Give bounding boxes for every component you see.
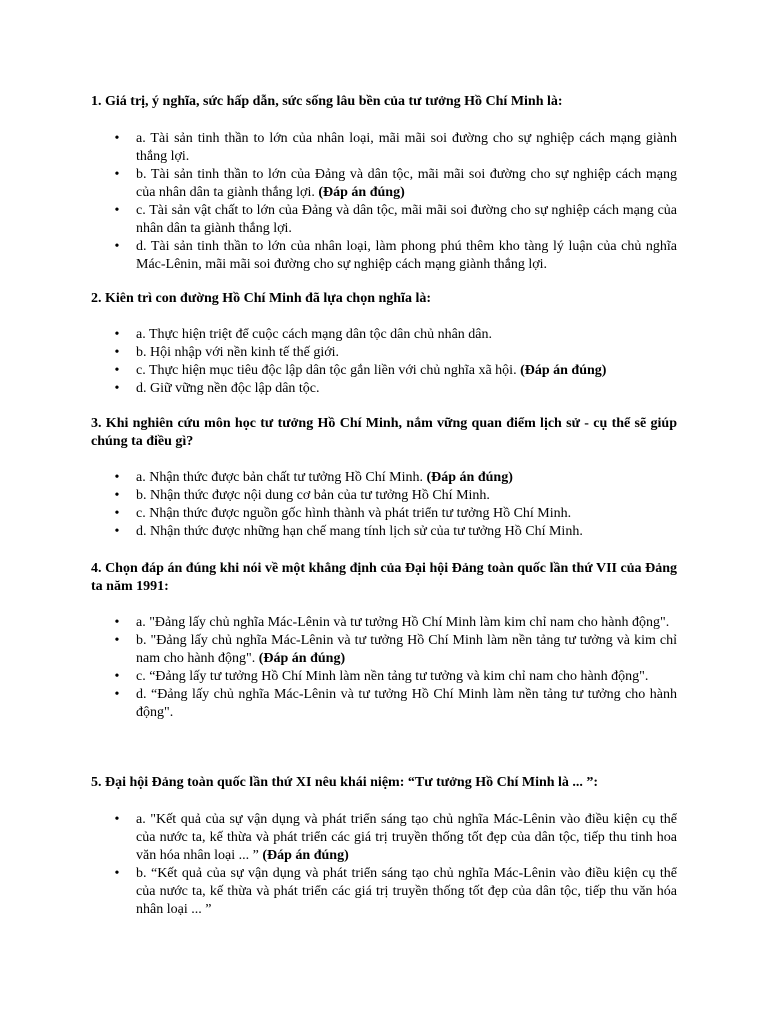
answer-item [91, 202, 677, 238]
answer-item [91, 166, 677, 202]
answer-item [91, 614, 677, 632]
answer-text: c. “Đảng lấy tư tưởng Hồ Chí Minh làm nền tảng tư tưởng và kim chỉ nam cho hành động". [136, 669, 649, 684]
question-title: 5. Đại hội Đảng toàn quốc lần thứ XI nêu khái niệm: “Tư tưởng Hồ Chí Minh là ... ”: [91, 775, 599, 790]
bullet-icon: • [114, 381, 120, 396]
answer-item [91, 505, 677, 523]
bullet-icon: • [114, 524, 120, 539]
bullet-icon: • [114, 615, 120, 630]
correct-answer-tag: (Đáp án đúng) [262, 848, 349, 863]
correct-answer-tag: (Đáp án đúng) [520, 363, 607, 378]
answer-text: a. Nhận thức được bản chất tư tưởng Hồ Chí Minh. [136, 470, 423, 485]
question-5 [91, 774, 677, 919]
answer-list [91, 469, 677, 541]
bullet-icon: • [114, 327, 120, 342]
answer-text: c. Thực hiện mục tiêu độc lập dân tộc gắn liền với chủ nghĩa xã hội. [136, 363, 517, 378]
answer-text: b. “Kết quả của sự vận dụng và phát triển sáng tạo chủ nghĩa Mác-Lênin vào điều kiện cụ thể của nước ta, kế thừa và phát triển các giá trị truyền thống tốt đẹp của dân tộc, tiếp thu văn hóa nhân loại ... ” [136, 866, 677, 917]
correct-answer-tag: (Đáp án đúng) [318, 185, 405, 200]
answer-text: c. Tài sản vật chất to lớn của Đảng và dân tộc, mãi mãi soi đường cho sự nghiệp cách mạng của nhân dân ta giành thắng lợi. [136, 203, 677, 236]
bullet-icon: • [114, 131, 120, 146]
answer-item [91, 344, 606, 362]
answer-text: c. Nhận thức được nguồn gốc hình thành và phát triển tư tưởng Hồ Chí Minh. [136, 506, 572, 521]
question-3 [91, 415, 677, 541]
answer-text: d. “Đảng lấy chủ nghĩa Mác-Lênin và tư tưởng Hồ Chí Minh làm nền tảng tư tưởng cho hành động". [136, 687, 677, 720]
answer-item [91, 632, 677, 668]
bullet-icon: • [114, 363, 120, 378]
answer-item [91, 686, 677, 722]
question-title: 4. Chọn đáp án đúng khi nói về một khẳng định của Đại hội Đảng toàn quốc lần thứ VII của Đảng ta năm 1991: [91, 561, 677, 594]
answer-item [91, 380, 606, 398]
answer-list [91, 811, 677, 919]
answer-list [91, 614, 677, 722]
correct-answer-tag: (Đáp án đúng) [258, 651, 346, 666]
question-2 [91, 290, 606, 398]
answer-item [91, 865, 677, 919]
bullet-icon: • [114, 167, 120, 182]
answer-item [91, 326, 606, 344]
answer-text: d. Giữ vững nền độc lập dân tộc. [136, 381, 320, 396]
answer-text: b. Hội nhập với nền kinh tế thế giới. [136, 345, 339, 360]
question-title: 1. Giá trị, ý nghĩa, sức hấp dẫn, sức sống lâu bền của tư tưởng Hồ Chí Minh là: [91, 94, 563, 109]
bullet-icon: • [114, 239, 120, 254]
bullet-icon: • [114, 203, 120, 218]
question-4 [91, 560, 677, 722]
answer-text: a. Tài sản tinh thần to lớn của nhân loại, mãi mãi soi đường cho sự nghiệp cách mạng giành thắng lợi. [136, 131, 677, 164]
correct-answer-tag: (Đáp án đúng) [426, 470, 513, 485]
answer-item [91, 362, 606, 380]
answer-item [91, 238, 677, 274]
bullet-icon: • [114, 488, 120, 503]
answer-text: b. "Đảng lấy chủ nghĩa Mác-Lênin và tư tưởng Hồ Chí Minh làm nền tảng tư tưởng và kim chỉ nam cho hành động". [136, 633, 677, 666]
answer-item [91, 668, 677, 686]
bullet-icon: • [114, 687, 120, 702]
answer-text: b. Tài sản tinh thần to lớn của Đảng và dân tộc, mãi mãi soi đường cho sự nghiệp cách mạng của nhân dân ta giành thắng lợi. [136, 167, 677, 200]
bullet-icon: • [114, 470, 120, 485]
bullet-icon: • [114, 345, 120, 360]
question-1 [91, 93, 677, 274]
bullet-icon: • [114, 866, 120, 881]
question-title: 2. Kiên trì con đường Hồ Chí Minh đã lựa chọn nghĩa là: [91, 291, 431, 306]
answer-item [91, 130, 677, 166]
answer-list [91, 326, 606, 398]
bullet-icon: • [114, 506, 120, 521]
answer-text: d. Tài sản tinh thần to lớn của nhân loại, làm phong phú thêm kho tàng lý luận của chủ nghĩa Mác-Lênin, mãi mãi soi đường cho sự nghiệp cách mạng giành thắng lợi. [136, 239, 677, 272]
answer-list [91, 130, 677, 274]
answer-text: d. Nhận thức được những hạn chế mang tính lịch sử của tư tưởng Hồ Chí Minh. [136, 524, 583, 539]
answer-text: a. Thực hiện triệt để cuộc cách mạng dân tộc dân chủ nhân dân. [136, 327, 493, 342]
answer-item [91, 469, 677, 487]
answer-item [91, 811, 677, 865]
bullet-icon: • [114, 669, 120, 684]
answer-text: a. "Kết quả của sự vận dụng và phát triển sáng tạo chủ nghĩa Mác-Lênin vào điều kiện cụ thể của nước ta, kế thừa và phát triển các giá trị truyền thống tốt đẹp của dân tộc, tiếp thu tinh hoa văn hóa nhân loại ... ” [136, 812, 677, 863]
bullet-icon: • [114, 633, 120, 648]
answer-item [91, 523, 677, 541]
answer-item [91, 487, 677, 505]
answer-text: b. Nhận thức được nội dung cơ bản của tư tưởng Hồ Chí Minh. [136, 488, 490, 503]
answer-text: a. "Đảng lấy chủ nghĩa Mác-Lênin và tư tưởng Hồ Chí Minh làm kim chỉ nam cho hành động". [136, 615, 670, 630]
bullet-icon: • [114, 812, 120, 827]
question-title: 3. Khi nghiên cứu môn học tư tưởng Hồ Chí Minh, nắm vững quan điểm lịch sử - cụ thể sẽ giúp chúng ta điều gì? [91, 416, 677, 449]
